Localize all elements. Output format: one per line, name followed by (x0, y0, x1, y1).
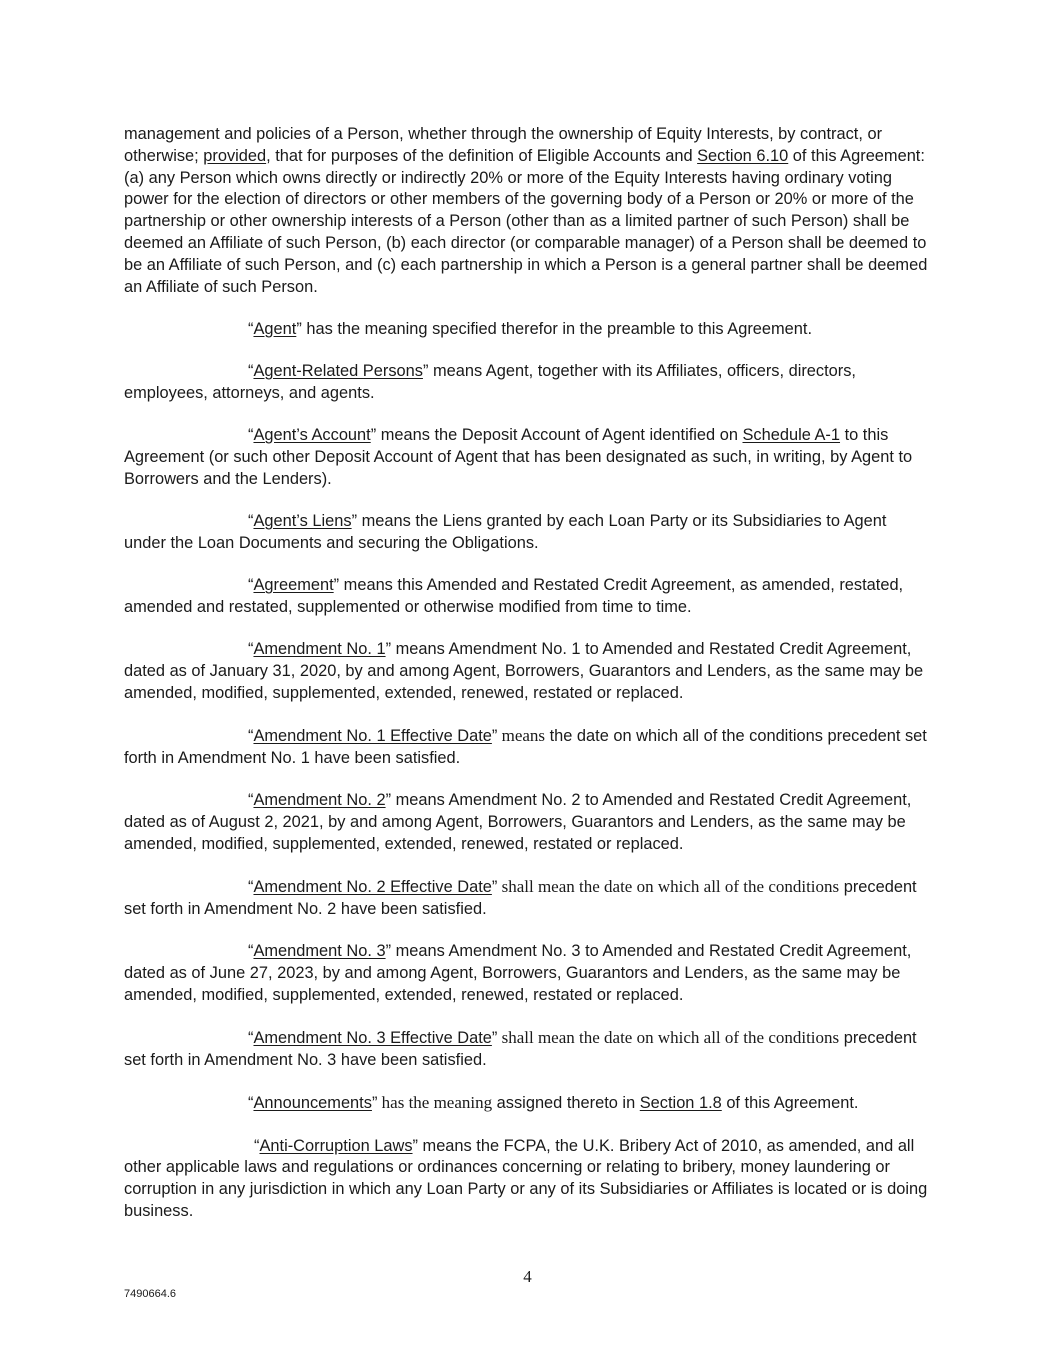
definition-anti-corruption-laws: “Anti-Corruption Laws” means the FCPA, the U.K. Bribery Act of 2010, as amended, and all other applicable laws and regulations or ordinances concerning or relating to bribery, money laundering or corruption in any jurisdiction in which any Loan Party or any of its Subsidiaries or Affiliates is located or is doing business. (124, 1136, 928, 1220)
defined-term: Amendment No. 2 (253, 791, 386, 810)
defined-term: Agent’s Liens (253, 512, 352, 531)
definition-agents-account: “Agent’s Account” means the Deposit Account of Agent identified on Schedule A-1 to this Agreement (or such other Deposit Account of Agent that has been designated as such, in writing, by Agent to Borrowers and the Lenders). (124, 426, 913, 488)
intro-paragraph: management and policies of a Person, whether through the ownership of Equity Interests, by contract, or otherwise; provided, that for purposes of the definition of Eligible Accounts and Section 6.10 of this Agreement: (a) any Person which owns directly or indirectly 20% or more of the Equity Interests having ordinary voting power for the election of directors or other members of the governing body of a Person or 20% or more of the partnership or other ownership interests of a Person (other than as a limited partner of such Person) shall be deemed an Affiliate of such Person, (b) each director (or comparable manager) of a Person shall be deemed to be an Affiliate of such Person, and (c) each partnership in which a Person is a general partner shall be deemed an Affiliate of such Person. (124, 125, 928, 296)
definition-amendment-3: “Amendment No. 3” means Amendment No. 3 to Amended and Restated Credit Agreement, dated as of June 27, 2023, by and among Agent, Borrowers, Guarantors and Lenders, as the same may be amended, modified, supplemented, extended, renewed, restated or replaced. (124, 942, 912, 1004)
provided-term: provided (203, 146, 267, 165)
definition-agent: “Agent” has the meaning specified therefor in the preamble to this Agreement. (248, 319, 813, 338)
definition-agents-liens: “Agent’s Liens” means the Liens granted by each Loan Party or its Subsidiaries to Agent under the Loan Documents and securing the Obligations. (124, 512, 887, 552)
defined-term: Amendment No. 1 (253, 640, 386, 659)
defined-term: Anti-Corruption Laws (259, 1136, 413, 1155)
defined-term: Agent (253, 319, 297, 338)
document-page (124, 124, 932, 1243)
definition-amendment-3-effective-date: “Amendment No. 3 Effective Date” shall mean the date on which all of the conditions precedent set forth in Amendment No. 3 have been satisfied. (124, 1028, 917, 1069)
definition-agreement: “Agreement” means this Amended and Restated Credit Agreement, as amended, restated, amended and restated, supplemented or otherwise modified from time to time. (124, 576, 904, 617)
defined-term: Announcements (253, 1094, 372, 1113)
definition-amendment-2: “Amendment No. 2” means Amendment No. 2 to Amended and Restated Credit Agreement, dated as of August 2, 2021, by and among Agent, Borrowers, Guarantors and Lenders, as the same may be amended, modified, supplemented, extended, renewed, restated or replaced. (124, 791, 912, 853)
definition-amendment-1: “Amendment No. 1” means Amendment No. 1 to Amended and Restated Credit Agreement, dated as of January 31, 2020, by and among Agent, Borrowers, Guarantors and Lenders, as the same may be amended, modified, supplemented, extended, renewed, restated or replaced. (124, 640, 924, 702)
defined-term: Amendment No. 3 (253, 942, 386, 961)
defined-term: Agent-Related Persons (253, 362, 423, 381)
section-ref-1-8: Section 1.8 (639, 1094, 722, 1113)
defined-term: Amendment No. 2 Effective Date (253, 878, 492, 897)
definition-amendment-2-effective-date: “Amendment No. 2 Effective Date” shall mean the date on which all of the conditions precedent set forth in Amendment No. 2 have been satisfied. (124, 877, 917, 919)
page-number: 4 (523, 1267, 532, 1286)
definition-amendment-1-effective-date: “Amendment No. 1 Effective Date” means the date on which all of the conditions precedent set forth in Amendment No. 1 have been satisfied. (124, 726, 927, 768)
section-ref-6-10: Section 6.10 (697, 146, 789, 165)
defined-term: Amendment No. 1 Effective Date (253, 727, 492, 746)
defined-term: Amendment No. 3 Effective Date (253, 1029, 492, 1048)
document-id: 7490664.6 (124, 1288, 176, 1300)
defined-term: Agreement (253, 576, 334, 595)
definition-agent-related-persons: “Agent-Related Persons” means Agent, together with its Affiliates, officers, directors, employees, attorneys, and agents. (124, 362, 856, 402)
defined-term: Agent’s Account (253, 426, 371, 445)
definition-announcements: “Announcements” has the meaning assigned thereto in Section 1.8 of this Agreement. (248, 1093, 859, 1113)
schedule-ref: Schedule A-1 (742, 426, 841, 445)
